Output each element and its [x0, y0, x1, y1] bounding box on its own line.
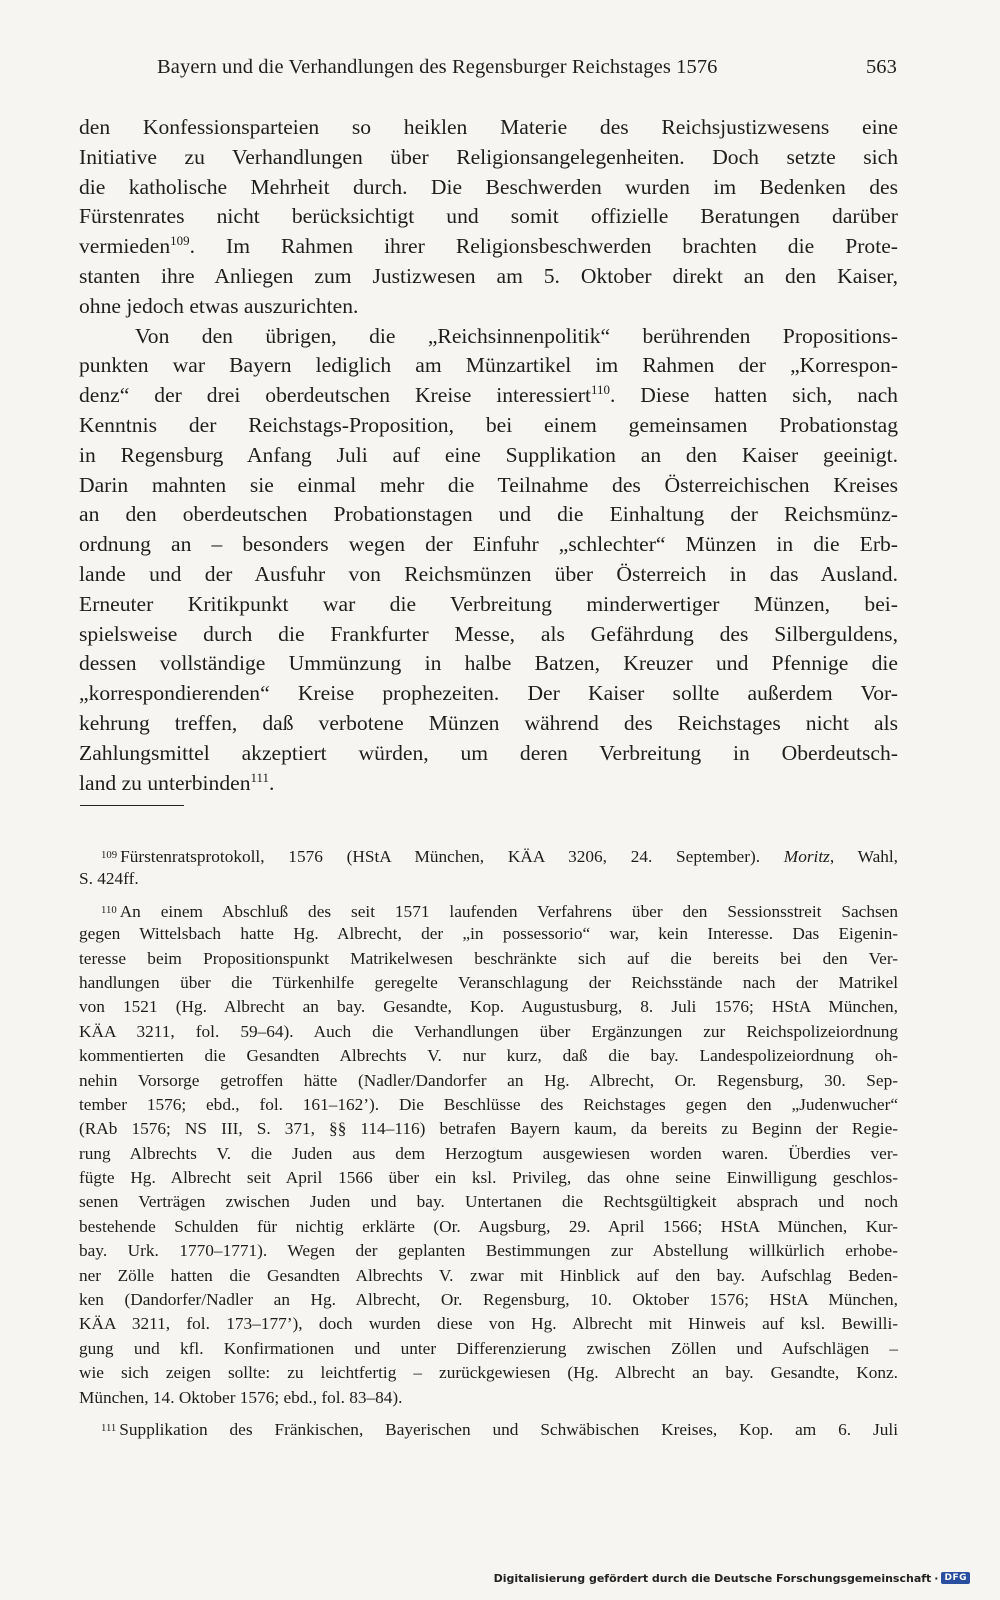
footnote-line: bay. Urk. 1770–1771). Wegen der geplanten Bestimmungen zur Abstellung willkürlich erhobe- [79, 1241, 898, 1261]
text-fragment: An einem Abschluß des seit 1571 laufenden Verfahrens über den Sessionsstreit Sachsen [119, 901, 898, 921]
footnote-line: handlungen über die Türkenhilfe geregelte Veranschlagung der Reichsstände nach der Matrikel [79, 972, 898, 992]
footnote-line: tember 1576; ebd., fol. 161–162’). Die Beschlüsse des Reichstages gegen den „Judenwucher“ [79, 1094, 898, 1114]
footnote-line: München, 14. Oktober 1576; ebd., fol. 83–84). [79, 1387, 403, 1407]
text-fragment: land zu unterbinden [79, 770, 251, 795]
text-line: dessen vollständige Ummünzung in halbe Batzen, Kreuzer und Pfennige die [79, 651, 898, 676]
footnote-line: kommentierten die Gesandten Albrechts V. nur kurz, daß die bay. Landespolizeiordnung oh- [79, 1046, 898, 1066]
footnote-line: S. 424ff. [79, 869, 139, 889]
footnote-number: 109 [101, 849, 118, 861]
footnotes [79, 843, 898, 1440]
footnote-line: teresse beim Propositionspunkt Matrikelwesen beschränkte sich auf die bereits bei den Ver- [79, 948, 898, 968]
footnote-line: gegen Wittelsbach hatte Hg. Albrecht, der „in possessorio“ war, kein Interesse. Das Eigenin- [79, 924, 898, 944]
text-line: ordnung an – besonders wegen der Einfuhr „schlechter“ Münzen in die Erb- [79, 532, 898, 557]
footnote-ref-109[interactable]: 109 [170, 233, 190, 248]
footnote-ref-110[interactable]: 110 [591, 381, 610, 397]
footnote-line: senen Verträgen zwischen Juden und bay. Untertanen die Rechtsgültigkeit absprach und noch [79, 1192, 898, 1212]
text-fragment: vermieden [79, 234, 171, 259]
running-head-title: Bayern und die Verhandlungen des Regensburger Reichstages 1576 [157, 56, 718, 78]
main-text [79, 113, 898, 798]
footnote-line: (RAb 1576; NS III, S. 371, §§ 114–116) betrafen Bayern kaum, da bereits zu Beginn der Regie- [79, 1119, 898, 1139]
dfg-logo: DFG [941, 1572, 970, 1584]
text-fragment: . Diese hatten sich, nach [609, 383, 898, 408]
text-fragment: Supplikation des Fränkischen, Bayerischen und Schwäbischen Kreises, Kop. am 6. Juli [119, 1419, 898, 1439]
text-fragment: denz“ der drei oberdeutschen Kreise interessiert [79, 383, 591, 408]
footnote-line: ner Zölle hatten die Gesandten Albrechts V. zwar mit Hinblick auf den bay. Aufschlag Beden- [79, 1265, 898, 1285]
footnote-line: nehin Vorsorge getroffen hätte (Nadler/Dandorfer an Hg. Albrecht, Or. Regensburg, 30. Sep- [79, 1070, 898, 1090]
text-line: die katholische Mehrheit durch. Die Beschwerden wurden im Bedenken des [79, 174, 898, 199]
footnote-line: ken (Dandorfer/Nadler an Hg. Albrecht, Or. Regensburg, 10. Oktober 1576; HStA München, [79, 1290, 898, 1310]
text-line: ohne jedoch etwas auszurichten. [79, 293, 359, 318]
footnote-number: 111 [101, 1421, 117, 1434]
footnote-separator [80, 805, 184, 806]
text-line [79, 769, 898, 799]
footnote-line: KÄA 3211, fol. 59–64). Auch die Verhandlungen über Ergänzungen zur Reichspolizeiordnung [79, 1021, 898, 1041]
footnote-number: 110 [101, 903, 117, 916]
text-line: „korrespondierenden“ Kreise prophezeiten. Der Kaiser sollte außerdem Vor- [79, 681, 898, 706]
text-fragment: . [268, 770, 275, 795]
text-line [79, 381, 898, 411]
footnote-line: rung Albrechts V. die Juden aus dem Herzogtum ausgewiesen worden waren. Überdies ver- [79, 1143, 898, 1163]
text-line: stanten ihre Anliegen zum Justizwesen am 5. Oktober direkt an den Kaiser, [79, 263, 898, 288]
author-name: Moritz [783, 847, 830, 866]
page-number: 563 [865, 56, 897, 78]
text-line: punkten war Bayern lediglich am Münzartikel im Rahmen der „Korrespon- [79, 353, 898, 378]
text-line: Von den übrigen, die „Reichsinnenpolitik“ berührenden Propositions- [135, 323, 898, 348]
footnote-line: von 1521 (Hg. Albrecht an bay. Gesandte, Kop. Augustusburg, 8. Juli 1576; HStA München, [79, 997, 898, 1017]
text-line: den Konfessionsparteien so heiklen Materie des Reichsjustizwesens eine [79, 115, 898, 139]
text-line: Darin mahnten sie einmal mehr die Teilnahme des Österreichischen Kreises [79, 472, 898, 497]
text-line: spielsweise durch die Frankfurter Messe, als Gefährdung des Silberguldens, [79, 621, 898, 646]
digitization-credit: Digitalisierung gefördert durch die Deutsche Forschungsgemeinschaft · DFG [494, 1570, 970, 1586]
text-line: kehrung treffen, daß verbotene Münzen während des Reichstages nicht als [79, 710, 898, 735]
text-line: Zahlungsmittel akzeptiert würden, um deren Verbreitung in Oberdeutsch- [79, 740, 898, 765]
text-line: Erneuter Kritikpunkt war die Verbreitung minderwertiger Münzen, bei- [79, 591, 898, 616]
footnote-line: wie sich zeigen sollte: zu leichtfertig – zurückgewiesen (Hg. Albrecht an bay. Gesandte, Konz. [79, 1363, 898, 1383]
text-line: Initiative zu Verhandlungen über Religionsangelegenheiten. Doch setzte sich [79, 144, 898, 169]
footnote-line: gung und kfl. Konfirmationen und unter Differenzierung zwischen Zöllen und Aufschlägen – [79, 1338, 898, 1358]
text-fragment: , Wahl, [829, 847, 899, 866]
footnote-line: KÄA 3211, fol. 173–177’), doch wurden diese von Hg. Albrecht mit Hinweis auf ksl. Bewilli- [79, 1314, 898, 1334]
text-fragment: Fürstenratsprotokoll, 1576 (HStA München, KÄA 3206, 24. September). [120, 847, 761, 866]
text-line [79, 232, 898, 262]
footnote-ref-111[interactable]: 111 [250, 769, 269, 785]
text-fragment: . Im Rahmen ihrer Religionsbeschwerden brachten die Prote- [189, 234, 898, 259]
text-line: lande und der Ausfuhr von Reichsmünzen über Österreich in das Ausland. [79, 561, 898, 586]
text-line: in Regensburg Anfang Juli auf eine Supplikation an den Kaiser geeinigt. [79, 442, 898, 467]
text-line: Fürstenrates nicht berücksichtigt und somit offizielle Beratungen darüber [79, 204, 898, 229]
footnote-110 [79, 898, 898, 922]
footnote-line: fügte Hg. Albrecht seit April 1566 über ein ksl. Privileg, das ohne seine Einwilligung geschlos- [79, 1168, 898, 1188]
credit-text: Digitalisierung gefördert durch die Deutsche Forschungsgemeinschaft [493, 1571, 932, 1585]
footnote-109 [79, 843, 898, 867]
text-line: Kenntnis der Reichstags-Proposition, bei einem gemeinsamen Probationstag [79, 412, 898, 437]
text-line: an den oberdeutschen Probationstagen und die Einhaltung der Reichsmünz- [79, 502, 898, 527]
footnote-111 [79, 1416, 898, 1440]
footnote-line: bestehende Schulden für nichtig erklärte (Or. Augsburg, 29. April 1566; HStA München, Kur- [79, 1216, 898, 1236]
